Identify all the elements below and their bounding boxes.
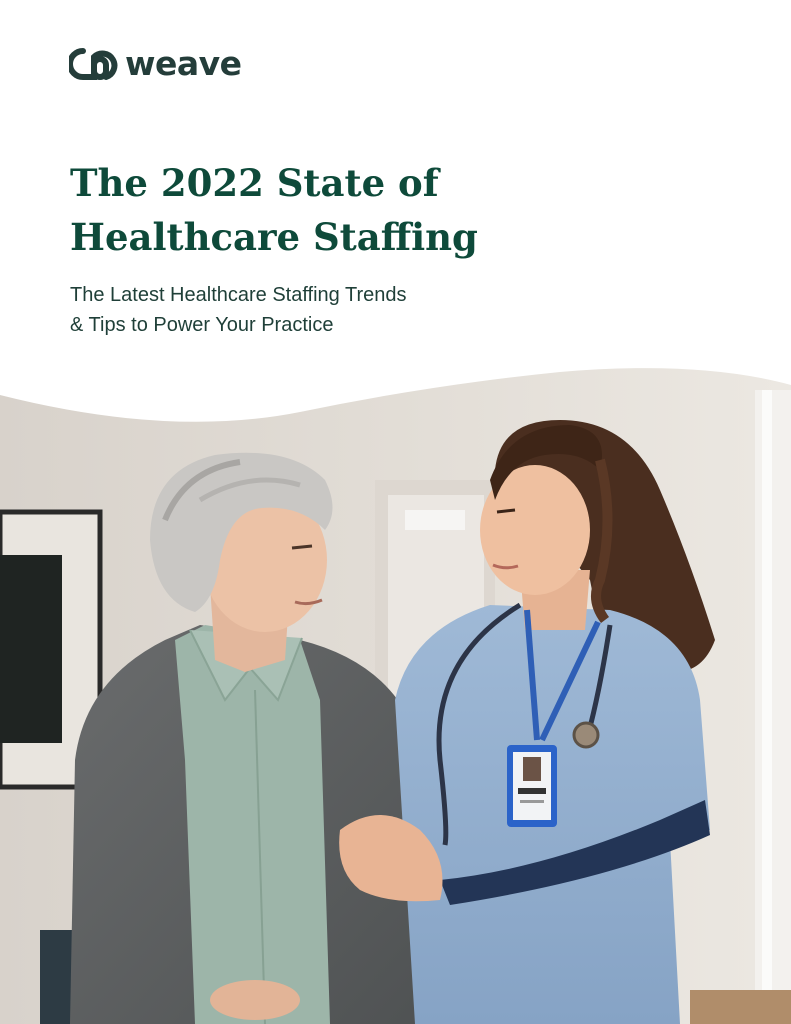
subtitle-line-1: The Latest Healthcare Staffing Trends	[70, 284, 407, 306]
weave-logo-icon	[69, 45, 119, 83]
brand-name: weave	[125, 44, 242, 83]
subtitle-line-2: & Tips to Power Your Practice	[70, 314, 334, 336]
title-line-1: The 2022 State of	[70, 161, 439, 205]
page-title	[70, 156, 670, 264]
page-subtitle	[70, 280, 670, 340]
title-line-2: Healthcare Staffing	[70, 215, 478, 259]
brand-logo[interactable]	[69, 44, 242, 84]
